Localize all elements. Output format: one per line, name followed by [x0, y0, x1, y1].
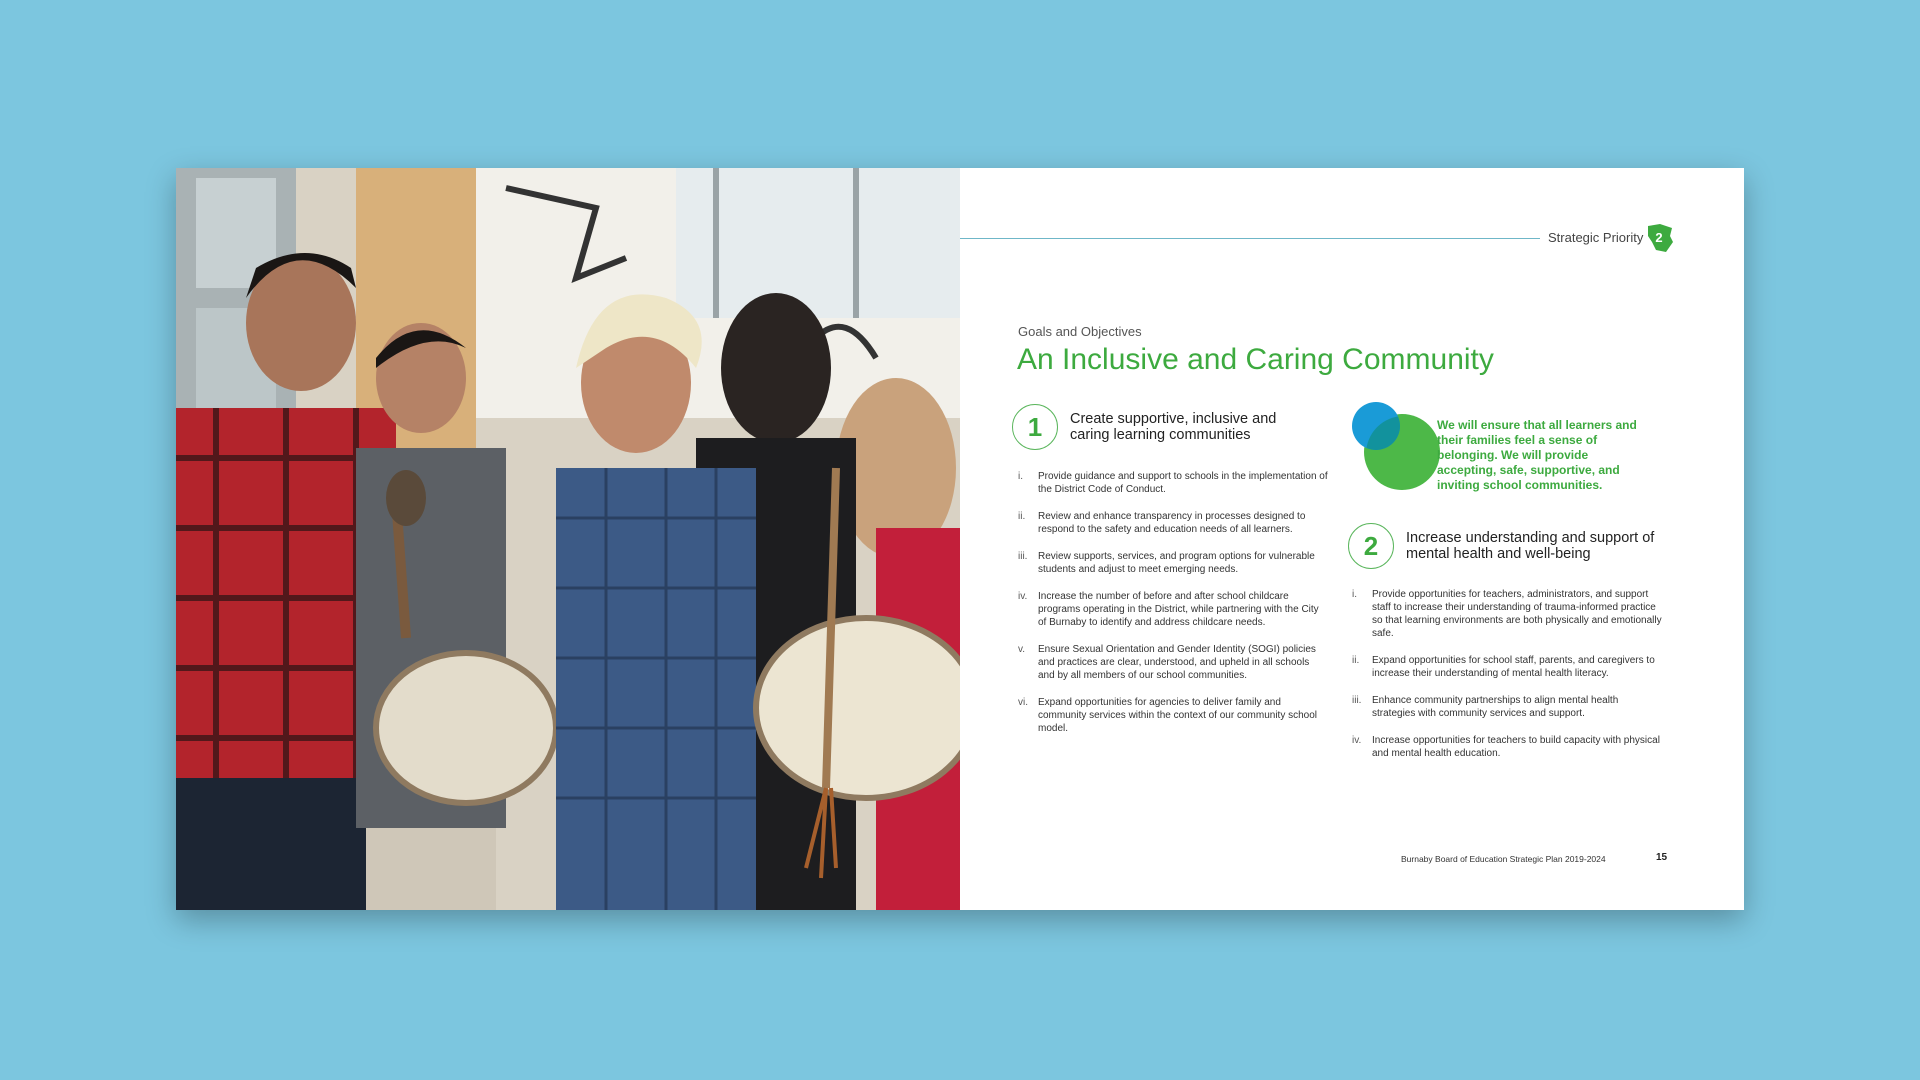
list-item: vi. Expand opportunities for agencies to deliver family and community services within the context of our community school model. — [1018, 697, 1317, 734]
footer-publication: Burnaby Board of Education Strategic Plan 2019-2024 — [1401, 854, 1606, 864]
list-item: v. Ensure Sexual Orientation and Gender Identity (SOGI) policies and practices are clear, understood, and upheld in all schools and by all members of our school communities. — [1018, 644, 1316, 681]
goal-2-header — [1348, 523, 1666, 569]
section-eyebrow: Goals and Objectives — [1018, 324, 1142, 339]
goal-1-number: 1 — [1012, 404, 1058, 450]
page-title: An Inclusive and Caring Community — [1017, 343, 1494, 376]
overlapping-circles-graphic — [1350, 400, 1440, 490]
pull-quote: We will ensure that all learners and their families feel a sense of belonging. We will provide accepting, safe, supportive, and inviting school communities. — [1437, 418, 1637, 492]
list-item: iv. Increase the number of before and after school childcare programs operating in the District, while partnering with the City of Burnaby to identify and address childcare needs. — [1018, 591, 1319, 628]
goal-2-objectives — [1352, 588, 1662, 774]
brochure-spread — [176, 168, 1744, 910]
strategic-priority-label: Strategic Priority — [1548, 230, 1644, 245]
header-rule — [960, 238, 1540, 239]
list-item: ii. Expand opportunities for school staff, parents, and caregivers to increase their understanding of mental health literacy. — [1352, 655, 1655, 679]
goal-2-number: 2 — [1348, 523, 1394, 569]
goal-1-header — [1012, 404, 1300, 450]
list-item: ii. Review and enhance transparency in processes designed to respond to the safety and education needs of all learners. — [1018, 511, 1306, 535]
page-number: 15 — [1656, 852, 1668, 863]
goal-2-title: Increase understanding and support of mental health and well-being — [1406, 530, 1655, 562]
list-item: iv. Increase opportunities for teachers to build capacity with physical and mental health education. — [1352, 735, 1660, 759]
photo-illustration — [176, 168, 960, 910]
goal-1-title: Create supportive, inclusive and caring learning communities — [1070, 411, 1277, 443]
list-item: iii. Enhance community partnerships to align mental health strategies with community services and support. — [1352, 695, 1619, 719]
list-item: iii. Review supports, services, and program options for vulnerable students and adjust to meet emerging needs. — [1018, 551, 1315, 575]
list-item: i. Provide opportunities for teachers, administrators, and support staff to increase their understanding of trauma-informed practice so that learning environments are both physically and emotionally safe. — [1352, 589, 1662, 639]
content-page — [960, 168, 1744, 910]
list-item: i. Provide guidance and support to schools in the implementation of the District Code of Conduct. — [1018, 471, 1328, 495]
students-drumming-photo — [176, 168, 960, 910]
goal-1-objectives — [1018, 470, 1328, 749]
strategic-priority-number: 2 — [1655, 230, 1663, 245]
